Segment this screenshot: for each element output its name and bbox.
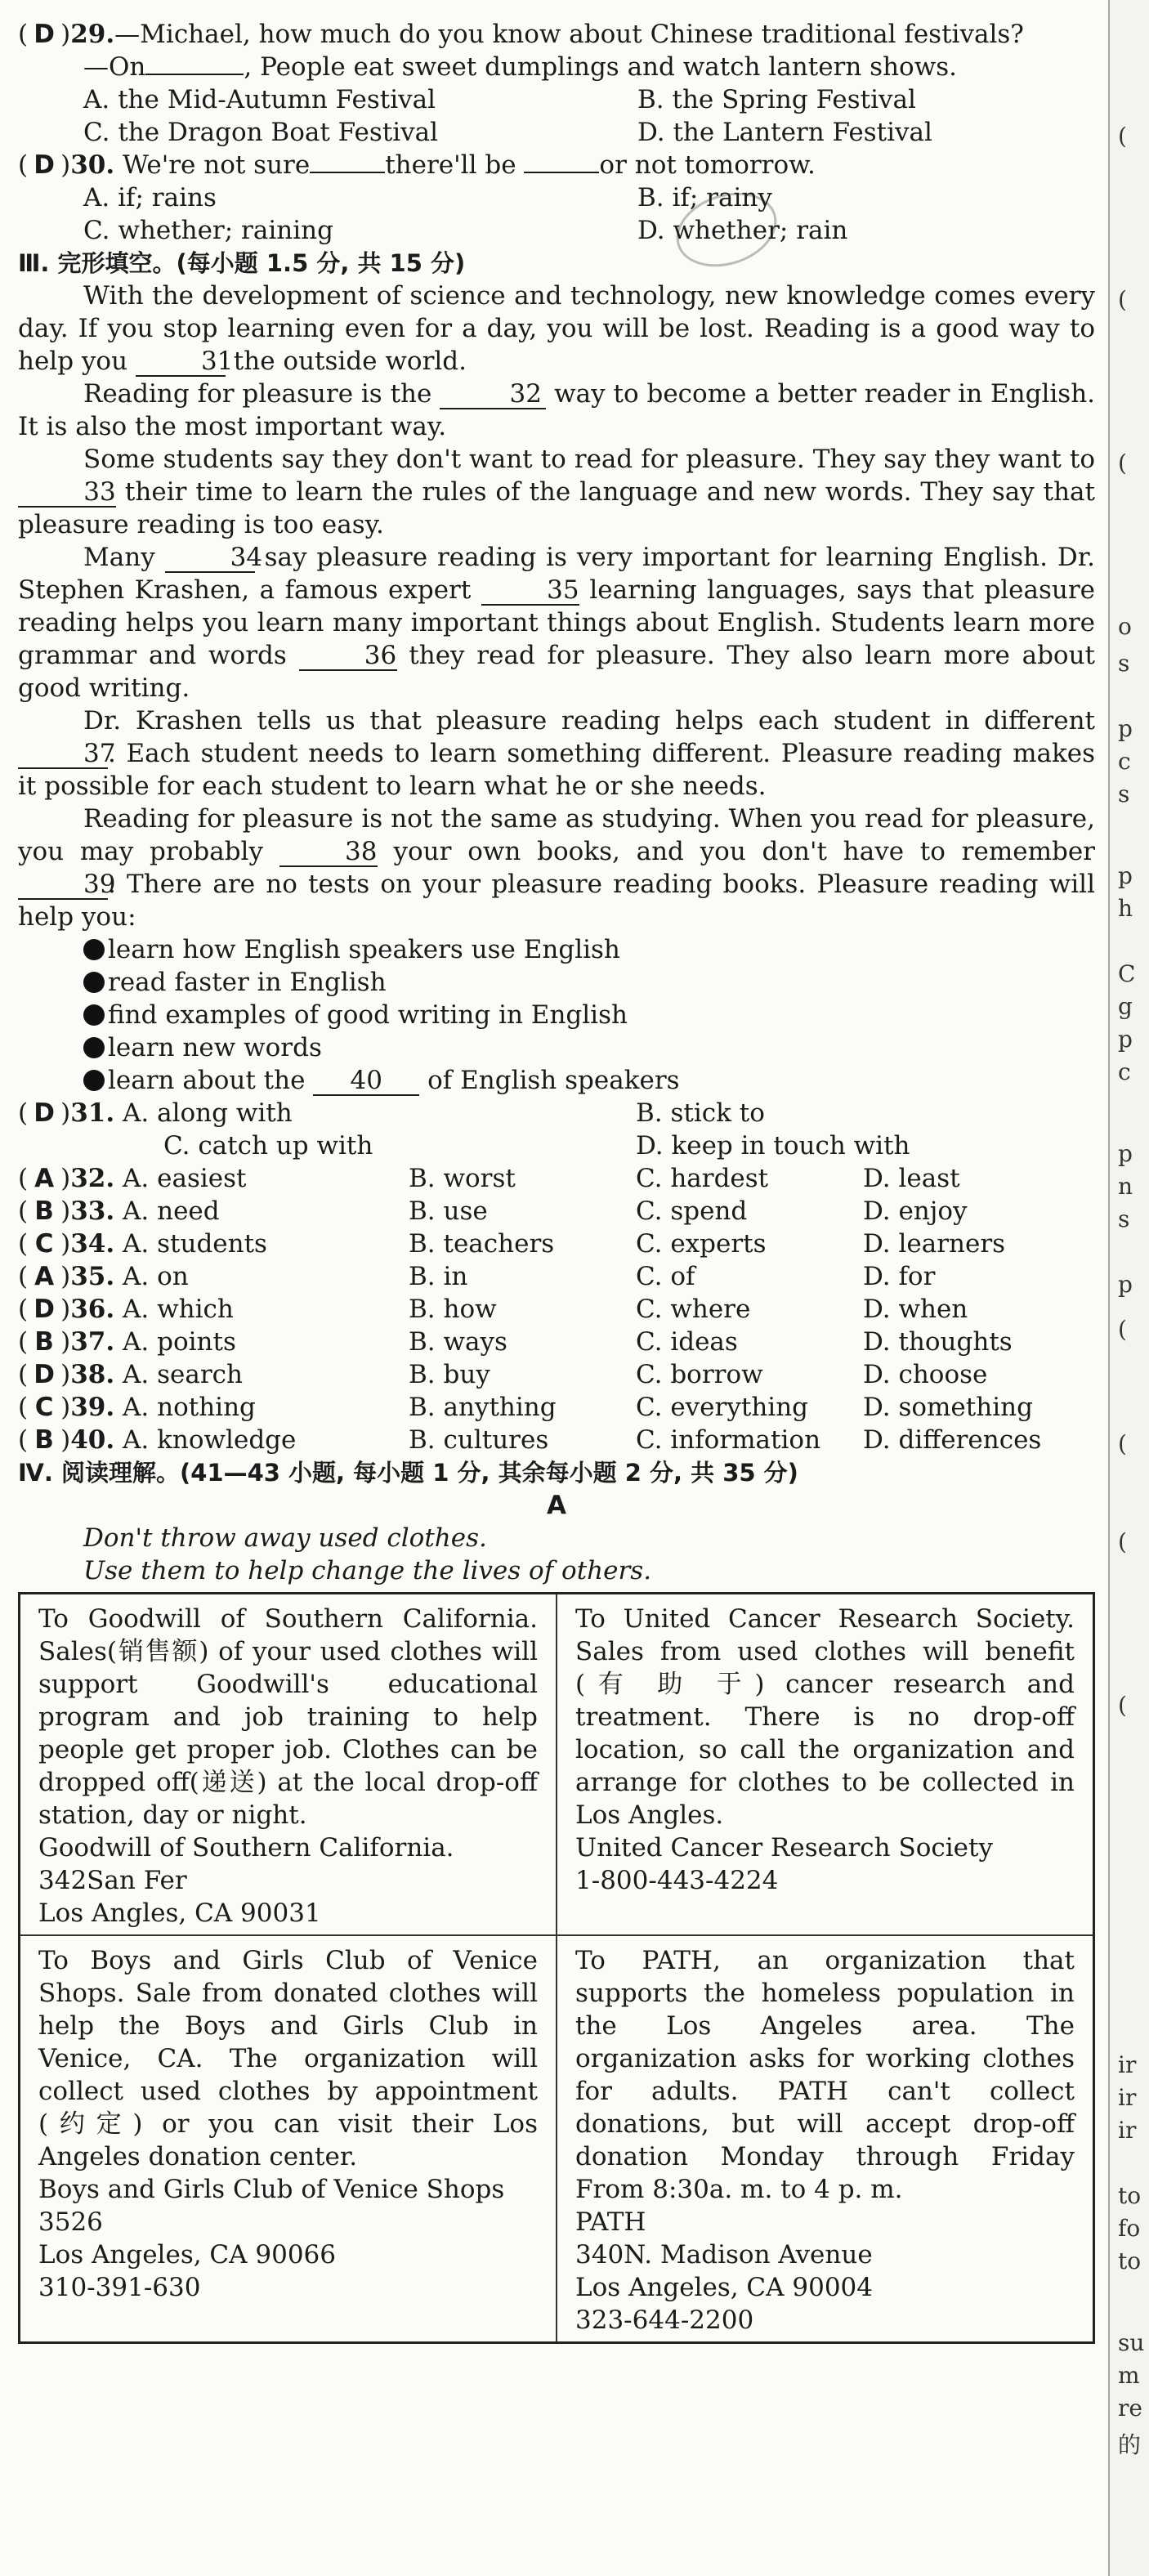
bullet-dot-icon <box>83 1004 105 1026</box>
intro-line-1: Don't throw away used clothes. <box>83 1523 487 1553</box>
cloze-paragraph-3: Some students say they don't want to read for pleasure. They say they want to 33 their time to learn the rules of the language and new words. They say that pleasure reading is too easy. <box>18 445 1096 539</box>
option-row: C. the Dragon Boat Festival D. the Lantern Festival <box>83 118 932 147</box>
option-row-31: ( D )31. A. along with B. stick to <box>18 1098 765 1128</box>
cloze-paragraph-4: Many 34 say pleasure reading is very important for learning English. Dr. Stephen Krashen, a famous expert 35 learning languages, says that pleasure reading helps you learn many important things about English. Students learn more grammar and words 36 they read for pleasure. They also learn more about good writing. <box>18 543 1096 703</box>
question-29-stem2: —On , People eat sweet dumplings and watch lantern shows. <box>83 52 958 82</box>
cloze-paragraph-6: Reading for pleasure is not the same as studying. When you read for pleasure, you may probably 38 your own books, and you don't have to remember 39. There are no tests on your pleasure reading books. Pleasure reading will help you: <box>18 804 1095 932</box>
blank <box>145 74 244 75</box>
option-row-33: ( B )33. A. need B. use C. spend D. enjoy <box>18 1196 968 1226</box>
cloze-paragraph-2: Reading for pleasure is the 32 way to become a better reader in English. It is also the most important way. <box>18 379 1096 441</box>
question-30: ( D )30. We're not sure there'll be or not tomorrow. <box>18 150 816 180</box>
section-title-reading: Ⅳ. 阅读理解。(41—43 小题, 每小题 1 分, 其余每小题 2 分, 共 35 分) <box>18 1459 798 1487</box>
option-row-31b: C. catch up with D. keep in touch with <box>163 1131 910 1161</box>
intro-line-2: Use them to help change the lives of others. <box>83 1556 652 1585</box>
option-row-36: ( D )36. A. which B. how C. where D. when <box>18 1295 968 1324</box>
option-row-39: ( C )39. A. nothing B. anything C. everything D. something <box>18 1393 1033 1422</box>
question-29: ( D )29.—Michael, how much do you know about Chinese traditional festivals? <box>18 20 1024 49</box>
worksheet-page <box>18 18 1095 2344</box>
option-row: C. whether; raining D. whether; rain <box>83 216 848 245</box>
passage-label: A <box>547 1491 566 1520</box>
ads-table <box>18 1592 1095 2344</box>
answer-mark: D <box>34 150 55 180</box>
option-row-32: ( A )32. A. easiest B. worst C. hardest D. least <box>18 1164 960 1193</box>
option-row: A. if; rains B. if; rainy <box>83 183 772 212</box>
bullet-dot-icon <box>83 1037 105 1058</box>
option-row-34: ( C )34. A. students B. teachers C. experts D. learners <box>18 1229 1006 1259</box>
ad-cancer-society: To United Cancer Research Society. Sales from used clothes will benefit (有 助 于) cancer research and treatment. There is no drop-off location, so call the organization and arrange for clothes to be collected in Los Angles. United Cancer Research Society 1-800-443-4224 <box>557 1594 1094 1936</box>
blank <box>310 172 385 173</box>
answer-mark: D <box>34 20 55 49</box>
answer-mark: D <box>34 1098 55 1128</box>
adjacent-page-edge: ( ( ( o s p c s p h C g p c p n s p ( ( ( ( ir ir ir to fo to su m re 的 <box>1108 0 1149 2576</box>
bullet-item: read faster in English <box>18 966 1095 999</box>
blank <box>524 172 599 173</box>
option-row-35: ( A )35. A. on B. in C. of D. for <box>18 1262 936 1291</box>
bullet-dot-icon <box>83 972 105 993</box>
ad-path: To PATH, an organization that supports the homeless population in the Los Angeles area. The organization asks for working clothes for adults. PATH can't collect donations, but will accept drop-off donation Monday through Friday From 8:30a. m. to 4 p. m. PATH 340N. Madison Avenue Los Angeles, CA 90004 323-644-2200 <box>557 1935 1094 2343</box>
ad-boys-girls-club: To Boys and Girls Club of Venice Shops. Sale from donated clothes will help the Boys and Girls Club in Venice, CA. The organization will collect used clothes by appointment (约定) or you can visit their Los Angeles donation center. Boys and Girls Club of Venice Shops 3526 Los Angeles, CA 90066 310-391-630 <box>20 1935 557 2343</box>
section-title-cloze: Ⅲ. 完形填空。(每小题 1.5 分, 共 15 分) <box>18 249 466 277</box>
ad-goodwill: To Goodwill of Southern California. Sales(销售额) of your used clothes will support Goodwill's educational program and job training to help people get proper job. Clothes can be dropped off(递送) at the local drop-off station, day or night. Goodwill of Southern California. 342San Fer Los Angles, CA 90031 <box>20 1594 557 1936</box>
bullet-item: learn about the 40 of English speakers <box>18 1064 1095 1097</box>
bullet-item: find examples of good writing in English <box>18 999 1095 1031</box>
cloze-paragraph-1: With the development of science and technology, new knowledge comes every day. If you stop learning even for a day, you will be lost. Reading is a good way to help you 31 the outside world. <box>18 281 1095 376</box>
bullet-dot-icon <box>83 939 105 960</box>
option-row: A. the Mid-Autumn Festival B. the Spring Festival <box>83 85 916 114</box>
option-row-37: ( B )37. A. points B. ways C. ideas D. thoughts <box>18 1327 1013 1357</box>
bullet-dot-icon <box>83 1070 105 1091</box>
option-row-40: ( B )40. A. knowledge B. cultures C. information D. differences <box>18 1425 1042 1455</box>
option-row-38: ( D )38. A. search B. buy C. borrow D. choose <box>18 1360 988 1389</box>
cloze-paragraph-5: Dr. Krashen tells us that pleasure reading helps each student in different 37. Each student needs to learn something different. Pleasure reading makes it possible for each student to learn what he or she needs. <box>18 706 1095 801</box>
bullet-item: learn new words <box>18 1031 1095 1064</box>
bullet-item: learn how English speakers use English <box>18 933 1095 966</box>
